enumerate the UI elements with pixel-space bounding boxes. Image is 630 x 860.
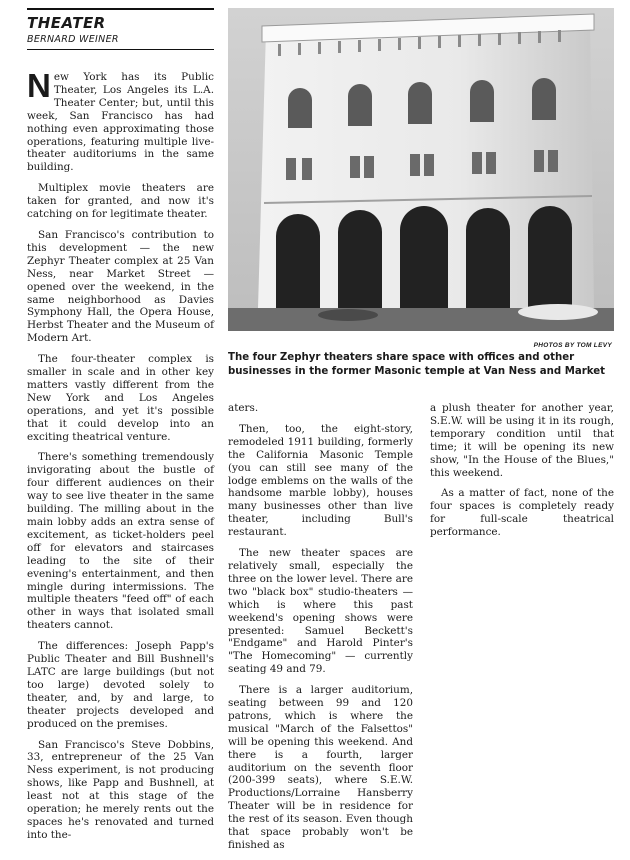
article-column-2 xyxy=(228,402,413,860)
header-rule xyxy=(27,8,214,10)
masonic-temple-illustration xyxy=(228,8,614,331)
article-paragraph: The four-theater complex is smaller in scale and in other key matters vastly different from the New York and Los Angeles operations, and yet it's possible that it could develop into an exciting theatrical venture. xyxy=(27,353,214,443)
article-paragraph: The new theater spaces are relatively small, especially the three on the lower level. There are two "black box" studio-theaters — which is where this past weekend's opening shows were presented: Samuel Beckett's "Endgame" and Harold Pinter's "The Homecoming" — currently seating 49 and 79. xyxy=(228,547,413,676)
lead-text: ew York has its Public Theater, Los Angeles its L.A. Theater Center; but, until this week, San Francisco has had nothing even approximating those operations, featuring multiple live-theater auditoriums in the same building. xyxy=(27,71,214,174)
article-paragraph: Multiplex movie theaters are taken for granted, and now it's catching on for legitimate theater. xyxy=(27,182,214,221)
article-paragraph: The differences: Joseph Papp's Public Theater and Bill Bushnell's LATC are large buildings (but not too large) devoted solely to theater, and, by and large, to theater projects developed and produced on the premises. xyxy=(27,640,214,730)
section-title: THEATER xyxy=(27,14,106,32)
article-paragraph: Then, too, the eight-story, remodeled 1911 building, formerly the California Masonic Temple (you can still see many of the lodge emblems on the walls of the handsome marble lobby), houses many businesses other than live theater, including Bull's restaurant. xyxy=(228,422,413,539)
article-paragraph: As a matter of fact, none of the four spaces is completely ready for full-scale theatrical performance. xyxy=(430,487,614,539)
article-column-1 xyxy=(27,67,214,850)
article-paragraph: aters. xyxy=(228,402,259,414)
article-paragraph: There's something tremendously invigorating about the bustle of four different audiences on their way to see live theater in the same building. The milling about in the main lobby adds an extra sense of excitement, as ticket-holders peel off for elevators and staircases leading to the site of their evening's entertainment, and then mingle during intermissions. The multiple theaters "feed off" of each other in ways that isolated small theaters cannot. xyxy=(27,451,214,632)
photo-caption: The four Zephyr theaters share space with offices and other businesses in the former Masonic temple at Van Ness and Market xyxy=(228,352,606,377)
drop-cap: N xyxy=(27,67,51,104)
article-column-3 xyxy=(430,402,614,547)
article-paragraph: a plush theater for another year, S.E.W. will be using it in its rough, temporary condition until that time; it will be opening its new show, "In the House of the Blues," this weekend. xyxy=(430,402,614,479)
byline: BERNARD WEINER xyxy=(27,34,119,45)
building-photo xyxy=(228,8,614,331)
article-paragraph: San Francisco's contribution to this development — the new Zephyr Theater complex at 25 Van Ness, near Market Street — opened over the weekend, in the same neighborhood as Davies Symphony Hall, the Opera House, Herbst Theater and the Museum of Modern Art. xyxy=(27,228,214,345)
article-paragraph: San Francisco's Steve Dobbins, 33, entrepreneur of the 25 Van Ness experiment, is not producing shows, like Papp and Bushnell, at least not at this stage of the operation; he merely rents out the spaces he's renovated and turned into the- xyxy=(27,738,214,841)
photo-credit: PHOTOS BY TOM LEVY xyxy=(533,342,612,349)
lead-paragraph xyxy=(27,67,214,174)
byline-rule xyxy=(27,49,214,50)
article-paragraph: There is a larger auditorium, seating between 99 and 120 patrons, which is where the musical "March of the Falsettos" will be opening this weekend. And there is a fourth, larger auditorium on the seventh floor (200-399 seats), where S.E.W. Productions/Lorraine Hansberry Theater will be in residence for the rest of its season. Even though that space probably won't be finished as xyxy=(228,684,413,851)
